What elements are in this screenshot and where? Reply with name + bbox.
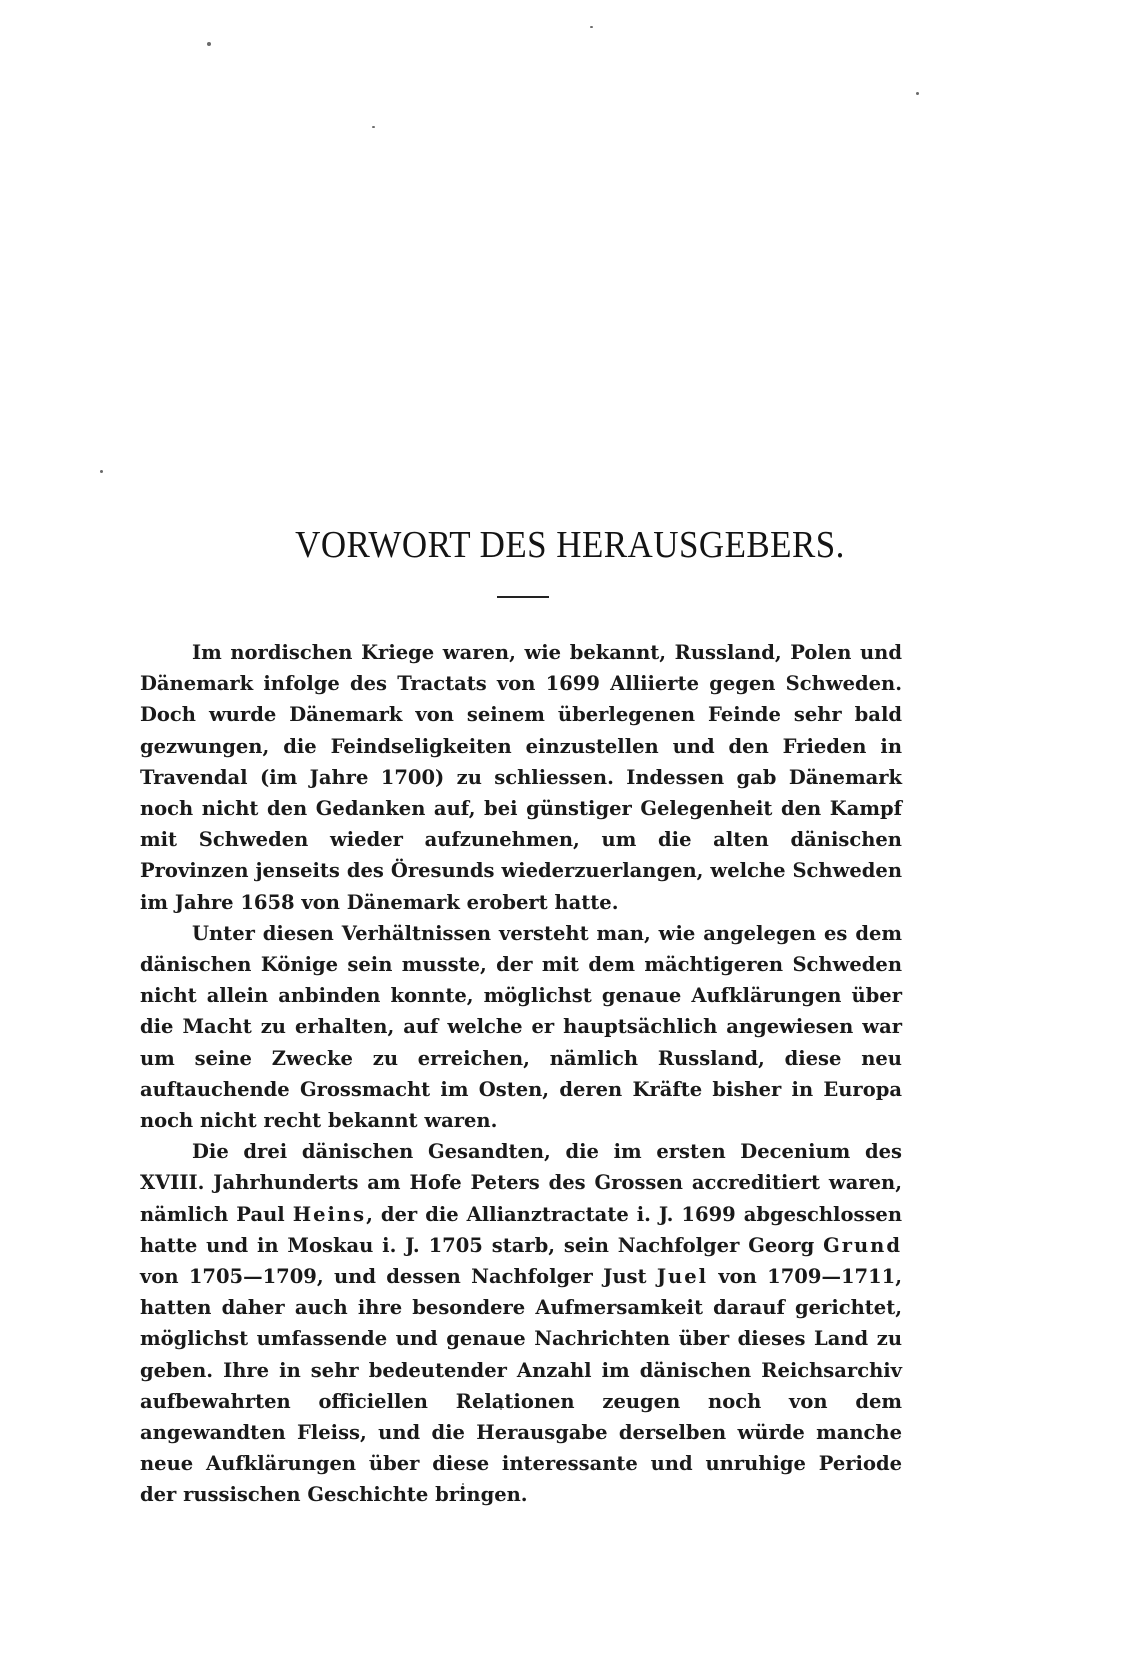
scan-speck: [100, 470, 103, 473]
scan-speck: [372, 126, 375, 128]
scan-speck: [916, 92, 919, 95]
paragraph-3-text: von 1709—1711, hatten daher auch ihre besondere Aufmersamkeit darauf gerichtet, möglichst umfassende und genaue Nachrichten über dieses Land zu geben. Ihre in sehr bedeutender Anzahl im dänischen Reichsarchiv aufbewahrten officiellen Relationen zeugen noch von dem angewandten Fleiss, und die Herausgabe derselben würde manche neue Aufklärungen über diese interessante und unruhige Periode der russischen Geschichte bringen.: [140, 1265, 902, 1507]
title-rule: [497, 596, 549, 598]
name-heins: Heins: [292, 1202, 367, 1226]
body-text: [140, 637, 902, 1511]
paragraph-3: [140, 1136, 902, 1510]
name-juel: Juel: [656, 1265, 709, 1289]
paragraph-3-text: Die drei dänischen Gesandten, die im ersten Decenium des XVIII. Jahrhunderts am Hofe Peters des Grossen accreditiert waren, nämlich Paul: [140, 1140, 902, 1226]
scan-speck: [207, 42, 211, 46]
scan-speck: [590, 26, 593, 28]
name-grund: Grund: [823, 1233, 902, 1257]
paragraph-3-text: von 1705—1709, und dessen Nachfolger Just: [140, 1265, 657, 1289]
paragraph-2: Unter diesen Verhältnissen versteht man, wie angelegen es dem dänischen Könige sein musste, der mit dem mächtigeren Schweden nicht allein anbinden konnte, möglichst genaue Aufklärungen über die Macht zu erhalten, auf welche er hauptsächlich angewiesen war um seine Zwecke zu erreichen, nämlich Russland, diese neu auftauchende Grossmacht im Osten, deren Kräfte bisher in Europa noch nicht recht bekannt waren.: [140, 921, 902, 1133]
paragraph-3-text: , der die Allianztractate i. J. 1699 abgeschlossen hatte und in Moskau i. J. 1705 starb, sein Nachfolger Georg: [140, 1202, 902, 1257]
page-title: VORWORT DES HERAUSGEBERS.: [295, 524, 845, 566]
paragraph-1: Im nordischen Kriege waren, wie bekannt, Russland, Polen und Dänemark infolge des Tractats von 1699 Alliierte gegen Schweden. Doch wurde Dänemark von seinem überlegenen Feinde sehr bald gezwungen, die Feindseligkeiten einzustellen und den Frieden in Travendal (im Jahre 1700) zu schliessen. Indessen gab Dänemark noch nicht den Gedanken auf, bei günstiger Gelegenheit den Kampf mit Schweden wieder aufzunehmen, um die alten dänischen Provinzen jenseits des Öresunds wiederzuerlangen, welche Schweden im Jahre 1658 von Dänemark erobert hatte.: [140, 641, 902, 914]
